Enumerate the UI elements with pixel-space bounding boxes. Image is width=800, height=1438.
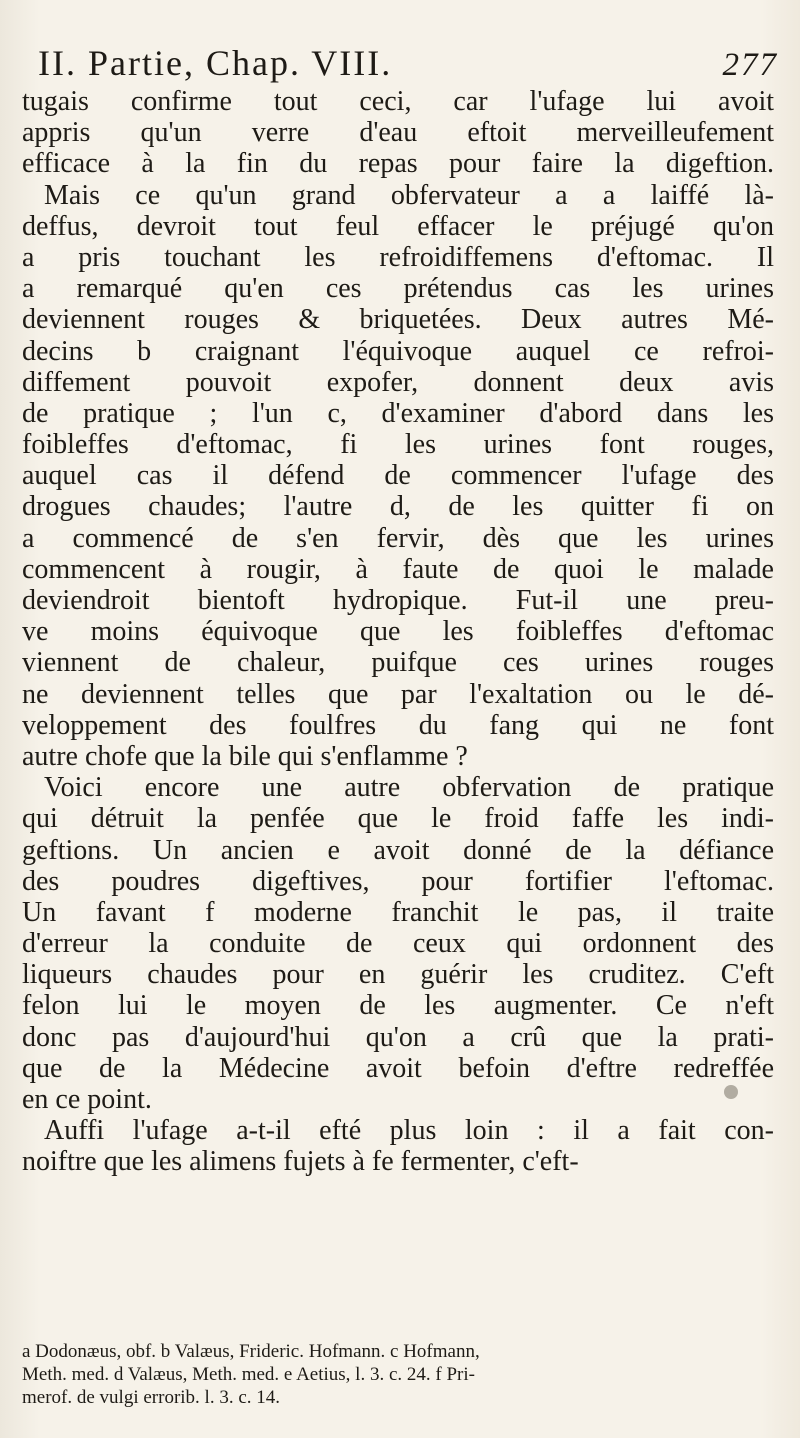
text-line: veloppement des foulfres du fang qui ne font [22, 709, 774, 741]
body-text [22, 86, 774, 1178]
text-line: tugais confirme tout ceci, car l'ufage lui avoit [22, 86, 774, 117]
text-line: noiftre que les alimens fujets à fe fermenter, c'eft- [22, 1146, 579, 1178]
text-line: que de la Médecine avoit befoin d'eftre redreffée [22, 1052, 774, 1084]
text-line: deffus, devroit tout feul effacer le préjugé qu'on [22, 210, 774, 242]
text-line: commencent à rougir, à faute de quoi le malade [22, 553, 774, 585]
text-line: a remarqué qu'en ces prétendus cas les urines [22, 273, 774, 305]
text-line: d'erreur la conduite de ceux qui ordonnent des [22, 928, 774, 960]
text-line: auquel cas il défend de commencer l'ufage des [22, 460, 774, 492]
text-line: des poudres digeftives, pour fortifier l'eftomac. [22, 865, 774, 897]
text-line: deviendroit bientoft hydropique. Fut-il une preu- [22, 585, 774, 616]
text-line: drogues chaudes; l'autre d, de les quitter fi on [22, 491, 774, 523]
page-header [38, 42, 778, 92]
text-line: liqueurs chaudes pour en guérir les cruditez. C'eft [22, 959, 774, 991]
text-line: Mais ce qu'un grand obfervateur a a laiffé là- [44, 179, 774, 211]
text-line: deviennent rouges & briquetées. Deux autres Mé- [22, 304, 774, 336]
text-line: Voici encore une autre obfervation de pratique [44, 772, 774, 804]
text-line: felon lui le moyen de les augmenter. Ce n'eft [22, 990, 774, 1022]
text-line: efficace à la fin du repas pour faire la digeftion. [22, 148, 774, 180]
running-head: II. Partie, Chap. VIII. [38, 43, 393, 83]
text-line: decins b craignant l'équivoque auquel ce refroi- [22, 335, 774, 367]
text-line: ne deviennent telles que par l'exaltation ou le dé- [22, 678, 774, 710]
text-line: viennent de chaleur, puifque ces urines rouges [22, 647, 774, 679]
text-line: Auffi l'ufage a-t-il efté plus loin : il a fait con- [44, 1115, 774, 1147]
text-line: foibleffes d'eftomac, fi les urines font rouges, [22, 429, 774, 461]
text-line: geftions. Un ancien e avoit donné de la défiance [22, 834, 774, 866]
page-number: 277 [722, 47, 778, 83]
text-line: diffement pouvoit expofer, donnent deux avis [22, 366, 774, 398]
text-line: autre chofe que la bile qui s'enflamme ? [22, 740, 468, 772]
footnote-line: a Dodonæus, obf. b Valæus, Frideric. Hofmann. c Hofmann, [22, 1341, 480, 1362]
footnotes [22, 1340, 774, 1409]
text-line: Un favant f moderne franchit le pas, il traite [22, 896, 774, 928]
text-line: appris qu'un verre d'eau eftoit merveilleufement [22, 117, 774, 149]
text-line: de pratique ; l'un c, d'examiner d'abord dans les [22, 397, 774, 429]
text-line: donc pas d'aujourd'hui qu'on a crû que la prati- [22, 1021, 774, 1053]
text-line: a commencé de s'en fervir, dès que les urines [22, 522, 774, 554]
footnote-line: Meth. med. d Valæus, Meth. med. e Aetius, l. 3. c. 24. f Pri- [22, 1364, 475, 1385]
text-line: qui détruit la penfée que le froid faffe les indi- [22, 803, 774, 835]
text-line: ve moins équivoque que les foibleffes d'eftomac [22, 616, 774, 648]
text-line: en ce point. [22, 1084, 152, 1115]
ink-blot [724, 1085, 738, 1099]
text-line: a pris touchant les refroidiffemens d'eftomac. Il [22, 241, 774, 273]
footnote-line: merof. de vulgi errorib. l. 3. c. 14. [22, 1387, 281, 1408]
